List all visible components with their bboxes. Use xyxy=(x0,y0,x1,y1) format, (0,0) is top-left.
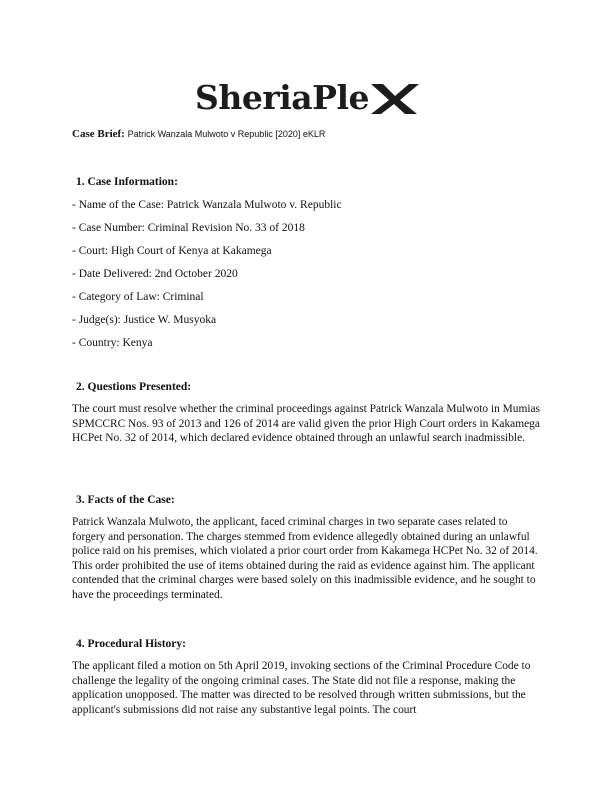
section-heading-facts: 3. Facts of the Case: xyxy=(76,494,175,506)
case-info-item: - Country: Kenya xyxy=(72,337,153,349)
section-heading-procedural-history: 4. Procedural History: xyxy=(76,638,186,650)
case-info-item: - Name of the Case: Patrick Wanzala Mulwoto v. Republic xyxy=(72,199,342,211)
case-brief-line xyxy=(72,128,325,140)
case-info-item: - Date Delivered: 2nd October 2020 xyxy=(72,268,238,280)
questions-paragraph: The court must resolve whether the criminal proceedings against Patrick Wanzala Mulwoto in Mumias SPMCCRC Nos. 93 of 2013 and 126 of 2014 are valid given the prior High Court orders in Kakamega HCPet No. 32 of 2014, which declared evidence obtained through an unlawful search inadmissible. xyxy=(72,403,540,445)
case-brief-title: Patrick Wanzala Mulwoto v Republic [2020] eKLR xyxy=(127,129,326,139)
sheriaplex-logo xyxy=(195,76,425,120)
facts-paragraph: Patrick Wanzala Mulwoto, the applicant, faced criminal charges in two separate cases related to forgery and personation. The charges stemmed from evidence allegedly obtained during an unlawful police raid on his premises, which violated a prior court order from Kakamega HCPet No. 32 of 2014. This order prohibited the use of items obtained during the raid as evidence against him. The applicant contended that the criminal charges were based solely on this inadmissible evidence, and he sought to have the proceedings terminated. xyxy=(72,516,538,601)
case-info-item: - Court: High Court of Kenya at Kakamega xyxy=(72,245,272,257)
logo-x-mark-icon xyxy=(369,82,421,116)
section-heading-questions-presented: 2. Questions Presented: xyxy=(76,381,192,393)
case-info-item: - Judge(s): Justice W. Musyoka xyxy=(72,314,217,326)
case-brief-label: Case Brief: xyxy=(72,128,125,140)
case-info-item: - Category of Law: Criminal xyxy=(72,291,204,303)
procedural-paragraph: The applicant filed a motion on 5th April 2019, invoking sections of the Criminal Procedure Code to challenge the legality of the ongoing criminal cases. The State did not file a response, making the application unopposed. The matter was directed to be resolved through written submissions, but the applicant's submissions did not raise any substantive legal points. The court xyxy=(72,660,531,716)
case-info-item: - Case Number: Criminal Revision No. 33 of 2018 xyxy=(72,222,305,234)
logo-wordmark: SheriaPle xyxy=(195,78,369,117)
section-heading-case-information: 1. Case Information: xyxy=(76,176,178,188)
